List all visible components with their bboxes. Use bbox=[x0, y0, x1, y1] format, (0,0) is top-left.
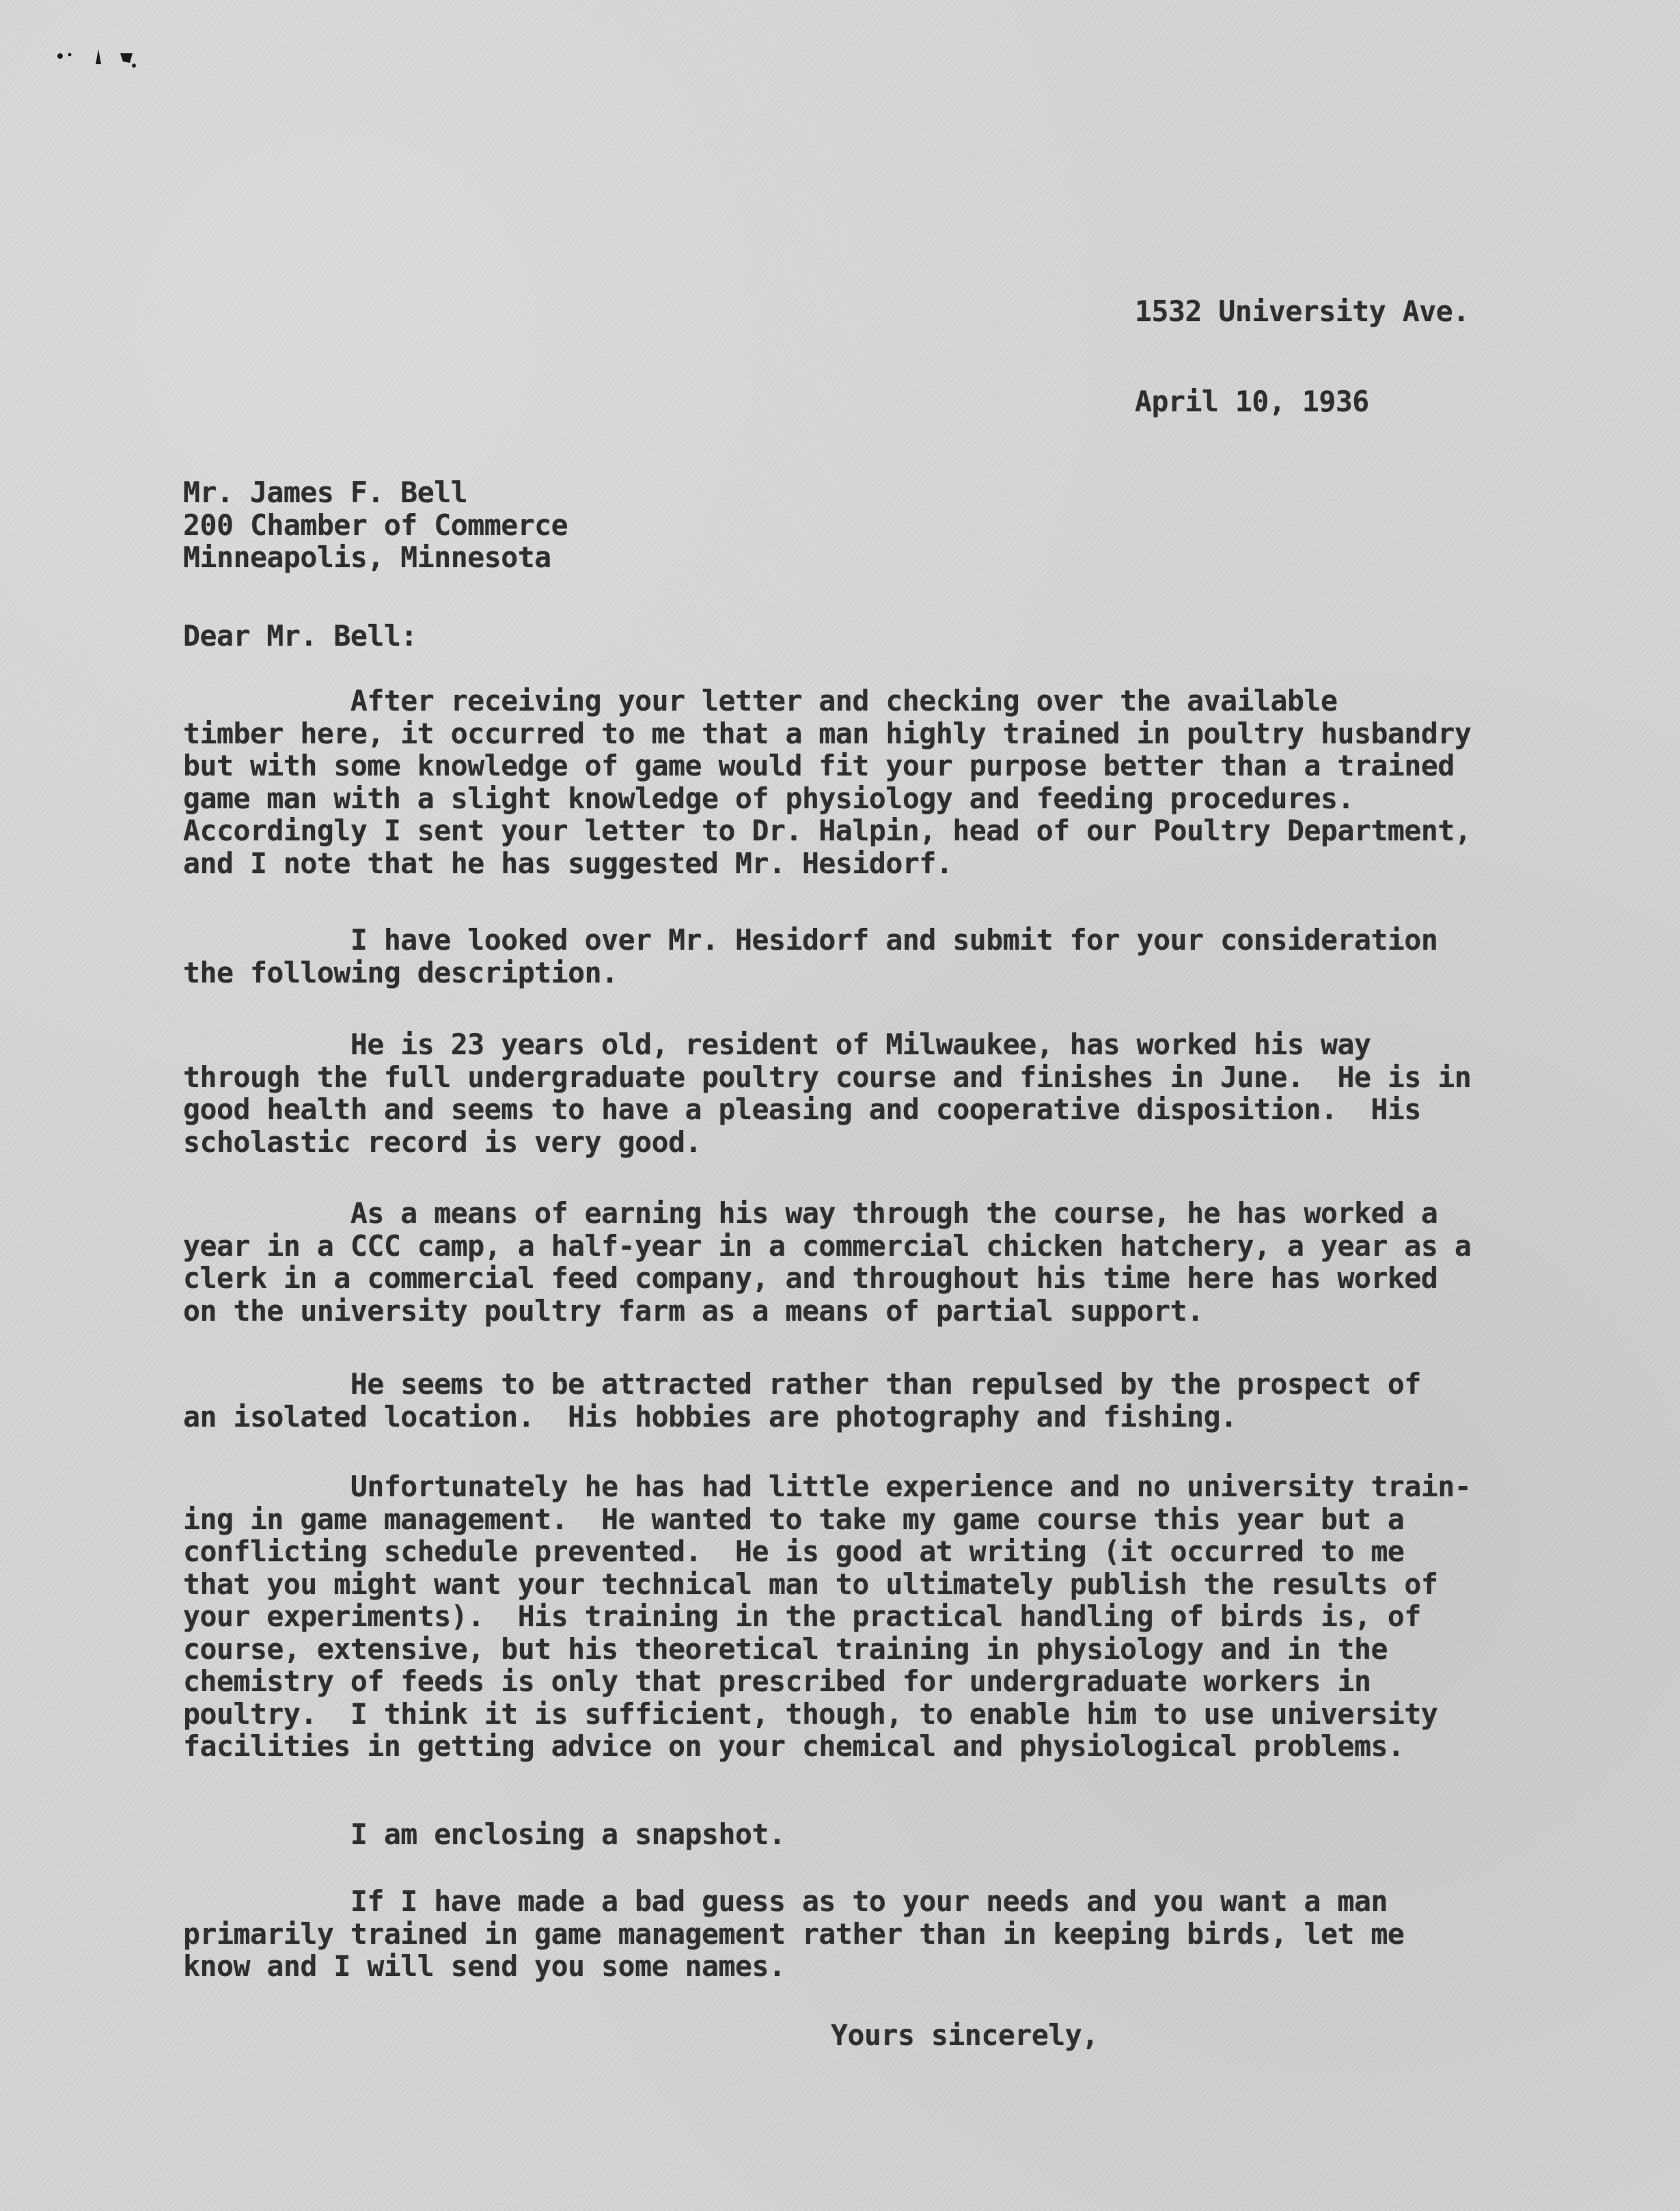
inside-address bbox=[183, 478, 568, 576]
corner-ink-marks bbox=[53, 45, 169, 72]
paragraph-line: poultry. I think it is sufficient, though, to enable him to use university bbox=[183, 1697, 1438, 1731]
paragraph-line: good health and seems to have a pleasing and cooperative disposition. His bbox=[183, 1093, 1421, 1126]
paragraph-line: but with some knowledge of game would fit your purpose better than a trained bbox=[183, 749, 1455, 782]
paragraph-line: chemistry of feeds is only that prescribed for undergraduate workers in bbox=[183, 1664, 1371, 1698]
return-address bbox=[1135, 241, 1470, 477]
paragraph-4 bbox=[183, 1196, 1472, 1329]
paragraph-line: your experiments). His training in the practical handling of birds is, of bbox=[183, 1599, 1421, 1633]
paragraph-line: ing in game management. He wanted to take my game course this year but a bbox=[183, 1502, 1405, 1536]
paragraph-line: an isolated location. His hobbies are photography and fishing. bbox=[183, 1399, 1237, 1433]
paragraph-line: Accordingly I sent your letter to Dr. Halpin, head of our Poultry Department, bbox=[183, 814, 1472, 847]
paragraph-5 bbox=[183, 1367, 1421, 1435]
paragraph-line: know and I will send you some names. bbox=[183, 1949, 786, 1983]
salutation: Dear Mr. Bell: bbox=[183, 619, 417, 653]
return-street: 1532 University Ave. bbox=[1135, 294, 1470, 328]
paragraph-line: game man with a slight knowledge of physiology and feeding procedures. bbox=[183, 781, 1354, 815]
paragraph-7 bbox=[183, 1817, 786, 1853]
paragraph-line: As a means of earning his way through the course, he has worked a bbox=[183, 1196, 1438, 1230]
paragraph-line: that you might want your technical man to ultimately publish the results of bbox=[183, 1567, 1438, 1601]
paragraph-line: clerk in a commercial feed company, and throughout his time here has worked bbox=[183, 1261, 1438, 1295]
paragraph-line: on the university poultry farm as a means of partial support. bbox=[183, 1293, 1204, 1328]
paragraph-line: He seems to be attracted rather than repulsed by the prospect of bbox=[183, 1367, 1421, 1401]
paragraph-line: After receiving your letter and checking over the available bbox=[183, 684, 1338, 717]
recipient-street: 200 Chamber of Commerce bbox=[183, 508, 568, 542]
paragraph-8 bbox=[183, 1884, 1405, 1985]
paragraph-line: I am enclosing a snapshot. bbox=[183, 1817, 786, 1851]
paragraph-line: conflicting schedule prevented. He is good at writing (it occurred to me bbox=[183, 1535, 1405, 1568]
paragraph-line: and I note that he has suggested Mr. Hesidorf. bbox=[183, 846, 953, 880]
paragraph-line: course, extensive, but his theoretical training in physiology and in the bbox=[183, 1632, 1388, 1666]
recipient-name: Mr. James F. Bell bbox=[183, 476, 468, 509]
paragraph-line: facilities in getting advice on your chemical and physiological problems. bbox=[183, 1729, 1405, 1763]
paragraph-line: scholastic record is very good. bbox=[183, 1125, 702, 1159]
paragraph-line: Unfortunately he has had little experience and no university train- bbox=[183, 1470, 1472, 1503]
complimentary-close: Yours sincerely, bbox=[831, 2018, 1099, 2052]
paragraph-line: year in a CCC camp, a half-year in a commercial chicken hatchery, a year as a bbox=[183, 1228, 1472, 1263]
recipient-city: Minneapolis, Minnesota bbox=[183, 540, 551, 574]
paragraph-6 bbox=[183, 1472, 1471, 1765]
paragraph-line: I have looked over Mr. Hesidorf and submit for your consideration bbox=[183, 923, 1438, 957]
paragraph-line: He is 23 years old, resident of Milwaukee, has worked his way bbox=[183, 1028, 1371, 1061]
paragraph-line: If I have made a bad guess as to your needs and you want a man bbox=[183, 1884, 1388, 1918]
paragraph-2 bbox=[183, 923, 1438, 991]
paragraph-line: timber here, it occurred to me that a man highly trained in poultry husbandry bbox=[183, 716, 1472, 750]
letter-date: April 10, 1936 bbox=[1135, 384, 1369, 418]
paragraph-line: through the full undergraduate poultry course and finishes in June. He is in bbox=[183, 1060, 1472, 1094]
paragraph-line: the following description. bbox=[183, 955, 618, 989]
paragraph-line: primarily trained in game management rather than in keeping birds, let me bbox=[183, 1917, 1405, 1951]
paragraph-3 bbox=[183, 1030, 1471, 1160]
paragraph-1 bbox=[183, 684, 1472, 881]
